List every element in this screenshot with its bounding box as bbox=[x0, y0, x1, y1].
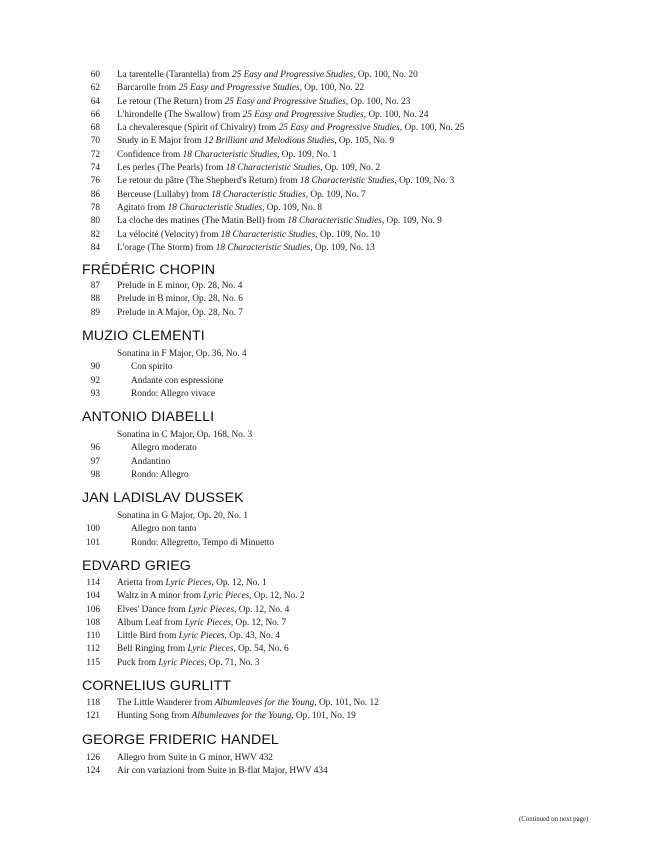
piece-title: Les perles (The Pearls) from 18 Characteristic Studies, Op. 109, No. 2 bbox=[117, 163, 381, 174]
contents-entry bbox=[0, 710, 648, 723]
page-number: 64 bbox=[90, 96, 100, 107]
contents-entry bbox=[0, 109, 648, 122]
collection-title: 18 Characteristic Studies bbox=[299, 176, 395, 187]
collection-title: Lyric Pieces bbox=[187, 644, 234, 655]
piece-title: Little Bird from Lyric Pieces, Op. 43, No. 4 bbox=[117, 631, 280, 642]
page-number: 80 bbox=[90, 216, 100, 227]
collection-title: 18 Characteristic Studies bbox=[215, 242, 311, 253]
collection-title: 12 Brilliant and Melodious Studies bbox=[204, 136, 335, 147]
gurlitt-entries bbox=[0, 697, 648, 724]
piece-title: Bell Ringing from Lyric Pieces, Op. 54, No. 6 bbox=[117, 644, 289, 655]
contents-entry bbox=[0, 82, 648, 95]
page-number: 68 bbox=[90, 123, 100, 134]
collection-title: 18 Characteristic Studies bbox=[211, 189, 306, 200]
collection-title: Lyric Pieces bbox=[203, 591, 250, 602]
page-number: 101 bbox=[86, 537, 100, 548]
piece-title: Le retour (The Return) from 25 Easy and Progressive Studies, Op. 100, No. 23 bbox=[117, 96, 411, 107]
page-number: 60 bbox=[90, 70, 100, 80]
composer-heading-handel: GEORGE FRIDERIC HANDEL bbox=[82, 732, 279, 748]
page-number: 121 bbox=[86, 711, 100, 722]
collection-title: 25 Easy and Progressive Studies bbox=[178, 83, 300, 94]
collection-title: 25 Easy and Progressive Studies bbox=[278, 123, 400, 134]
page-number: 114 bbox=[86, 578, 100, 588]
collection-title: 18 Characteristic Studies bbox=[182, 149, 278, 160]
movement-title: Andantino bbox=[131, 456, 171, 467]
piece-title: Sonatina in F Major, Op. 36, No. 4 bbox=[117, 349, 247, 359]
collection-title: Albumleaves for the Young bbox=[214, 698, 315, 708]
page-number: 74 bbox=[90, 163, 100, 174]
piece-title: Barcarolle from 25 Easy and Progressive Studies, Op. 100, No. 22 bbox=[117, 83, 365, 94]
handel-entries bbox=[0, 752, 648, 779]
contents-entry bbox=[0, 361, 648, 374]
contents-entry bbox=[0, 229, 648, 242]
page-number: 82 bbox=[90, 229, 100, 240]
piece-title: Air con variazioni from Suite in B-flat Major, HWV 434 bbox=[117, 766, 328, 777]
contents-entry bbox=[0, 280, 648, 293]
collection-title: Lyric Pieces bbox=[165, 578, 212, 588]
contents-entry bbox=[0, 189, 648, 202]
contents-entry bbox=[0, 293, 648, 306]
piece-title: Le retour du pâtre (The Shepherd's Return) from 18 Characteristic Studies, Op. 109, No. 3 bbox=[117, 176, 455, 187]
chopin-entries bbox=[0, 280, 648, 320]
page-number: 108 bbox=[86, 617, 100, 628]
page-number: 84 bbox=[90, 242, 100, 253]
dussek-entries bbox=[0, 510, 648, 550]
piece-title: Prelude in E minor, Op. 28, No. 4 bbox=[117, 281, 243, 291]
page-number: 86 bbox=[90, 189, 100, 200]
contents-entry bbox=[0, 604, 648, 617]
page-number: 97 bbox=[90, 456, 100, 467]
contents-entry bbox=[0, 752, 648, 765]
collection-title: Lyric Pieces bbox=[158, 657, 205, 668]
piece-title: Album Leaf from Lyric Pieces, Op. 12, No. 7 bbox=[117, 617, 287, 628]
piece-title: Prelude in B minor, Op. 28, No. 6 bbox=[117, 294, 243, 305]
piece-title: Agitato from 18 Characteristic Studies, Op. 109, No. 8 bbox=[117, 202, 323, 213]
movement-title: Andante con espressione bbox=[131, 375, 224, 386]
page-number: 124 bbox=[86, 766, 100, 777]
page-number: 93 bbox=[90, 388, 100, 399]
page-number: 100 bbox=[86, 524, 100, 535]
movement-title: Rondo: Allegretto, Tempo di Minuetto bbox=[131, 537, 275, 548]
page-number: 89 bbox=[90, 307, 100, 318]
page-number: 118 bbox=[86, 698, 100, 708]
collection-title: 18 Characteristic Studies bbox=[225, 163, 321, 174]
collection-title: 25 Easy and Progressive Studies bbox=[224, 96, 346, 107]
page-number: 112 bbox=[86, 644, 100, 655]
piece-title: La chevaleresque (Spirit of Chivalry) from 25 Easy and Progressive Studies, Op. 100, No. 25 bbox=[117, 123, 465, 134]
contents-entry bbox=[0, 162, 648, 175]
contents-entry bbox=[0, 617, 648, 630]
contents-entry bbox=[0, 135, 648, 148]
piece-title: Berceuse (Lullaby) from 18 Characteristic Studies, Op. 109, No. 7 bbox=[117, 189, 366, 200]
piece-title: La tarentelle (Tarantella) from 25 Easy and Progressive Studies, Op. 100, No. 20 bbox=[117, 70, 418, 80]
contents-entry bbox=[0, 590, 648, 603]
contents-entry bbox=[0, 202, 648, 215]
contents-entry bbox=[0, 469, 648, 482]
movement-title: Allegro non tanto bbox=[131, 524, 197, 535]
piece-title: Waltz in A minor from Lyric Pieces, Op. 12, No. 2 bbox=[117, 591, 305, 602]
contents-entry bbox=[0, 657, 648, 670]
page-number: 106 bbox=[86, 604, 100, 615]
page-number: 96 bbox=[90, 443, 100, 454]
continued-note: (Continued on next page) bbox=[519, 816, 589, 823]
page-number: 62 bbox=[90, 83, 100, 94]
contents-entry bbox=[0, 442, 648, 455]
contents-entry bbox=[0, 96, 648, 109]
contents-entry bbox=[0, 510, 648, 523]
contents-entry bbox=[0, 523, 648, 536]
page-number: 90 bbox=[90, 362, 100, 373]
movement-title: Rondo: Allegro bbox=[131, 469, 189, 480]
contents-entry bbox=[0, 215, 648, 228]
collection-title: Lyric Pieces bbox=[178, 631, 225, 642]
piece-title: Elves' Dance from Lyric Pieces, Op. 12, No. 4 bbox=[117, 604, 290, 615]
contents-entry bbox=[0, 242, 648, 255]
piece-title: Sonatina in G Major, Op. 20, No. 1 bbox=[117, 511, 249, 521]
contents-entry bbox=[0, 765, 648, 778]
composer-heading-dussek: JAN LADISLAV DUSSEK bbox=[82, 490, 244, 506]
contents-entry bbox=[0, 388, 648, 401]
collection-title: 18 Characteristic Studies bbox=[287, 216, 382, 227]
page-number: 110 bbox=[86, 631, 100, 642]
page-number: 72 bbox=[90, 149, 100, 160]
composer-heading-clementi: MUZIO CLEMENTI bbox=[82, 328, 205, 344]
grieg-entries bbox=[0, 577, 648, 670]
piece-title: Study in E Major from 12 Brilliant and Melodious Studies, Op. 105, No. 9 bbox=[117, 136, 395, 147]
piece-title: Hunting Song from Albumleaves for the Young, Op. 101, No. 19 bbox=[117, 711, 356, 722]
page-number: 92 bbox=[90, 375, 100, 386]
contents-list-continued bbox=[0, 69, 648, 255]
page-number: 126 bbox=[86, 753, 100, 763]
piece-title: Sonatina in C Major, Op. 168, No. 3 bbox=[117, 430, 253, 440]
contents-entry bbox=[0, 175, 648, 188]
page-number: 87 bbox=[90, 281, 100, 291]
contents-entry bbox=[0, 697, 648, 710]
contents-entry bbox=[0, 577, 648, 590]
collection-title: 25 Easy and Progressive Studies bbox=[231, 70, 354, 80]
contents-entry bbox=[0, 348, 648, 361]
movement-title: Con spirito bbox=[131, 362, 173, 373]
piece-title: Confidence from 18 Characteristic Studies, Op. 109, No. 1 bbox=[117, 149, 338, 160]
collection-title: Lyric Pieces bbox=[184, 617, 231, 628]
contents-entry bbox=[0, 122, 648, 135]
diabelli-entries bbox=[0, 429, 648, 482]
piece-title: La cloche des matines (The Matin Bell) from 18 Characteristic Studies, Op. 109, No. 9 bbox=[117, 216, 442, 227]
contents-entry bbox=[0, 630, 648, 643]
contents-entry bbox=[0, 307, 648, 320]
piece-title: The Little Wanderer from Albumleaves for the Young, Op. 101, No. 12 bbox=[117, 698, 379, 708]
contents-entry bbox=[0, 643, 648, 656]
collection-title: 18 Characteristic Studies bbox=[220, 229, 316, 240]
collection-title: Lyric Pieces bbox=[188, 604, 235, 615]
collection-title: 25 Easy and Progressive Studies bbox=[242, 109, 364, 120]
contents-entry bbox=[0, 69, 648, 82]
composer-heading-diabelli: ANTONIO DIABELLI bbox=[82, 409, 215, 425]
piece-title: L'orage (The Storm) from 18 Characteristic Studies, Op. 109, No. 13 bbox=[117, 242, 375, 253]
piece-title: Allegro from Suite in G minor, HWV 432 bbox=[117, 753, 273, 763]
contents-entry bbox=[0, 456, 648, 469]
contents-entry bbox=[0, 375, 648, 388]
page-number: 115 bbox=[86, 657, 100, 668]
page-number: 66 bbox=[90, 109, 100, 120]
composer-heading-grieg: EDVARD GRIEG bbox=[82, 558, 191, 574]
page-number: 88 bbox=[90, 294, 100, 305]
collection-title: Albumleaves for the Young bbox=[191, 711, 292, 722]
composer-heading-chopin: FRÉDÉRIC CHOPIN bbox=[82, 262, 216, 278]
piece-title: La vélocité (Velocity) from 18 Characteristic Studies, Op. 109, No. 10 bbox=[117, 229, 380, 240]
contents-entry bbox=[0, 429, 648, 442]
page-number: 104 bbox=[86, 591, 100, 602]
contents-entry bbox=[0, 537, 648, 550]
collection-title: 18 Characteristic Studies bbox=[167, 202, 263, 213]
movement-title: Allegro moderato bbox=[131, 443, 197, 454]
page-number: 78 bbox=[90, 202, 100, 213]
piece-title: L'hirondelle (The Swallow) from 25 Easy and Progressive Studies, Op. 100, No. 24 bbox=[117, 109, 429, 120]
piece-title: Arietta from Lyric Pieces, Op. 12, No. 1 bbox=[117, 578, 267, 588]
page-number: 70 bbox=[90, 136, 100, 147]
composer-heading-gurlitt: CORNELIUS GURLITT bbox=[82, 678, 232, 694]
piece-title: Prelude in A Major, Op. 28, No. 7 bbox=[117, 307, 243, 318]
clementi-entries bbox=[0, 348, 648, 401]
page-number: 98 bbox=[90, 469, 100, 480]
page-number: 76 bbox=[90, 176, 100, 187]
contents-entry bbox=[0, 149, 648, 162]
movement-title: Rondo: Allegro vivace bbox=[131, 388, 216, 399]
piece-title: Puck from Lyric Pieces, Op. 71, No. 3 bbox=[117, 657, 260, 668]
